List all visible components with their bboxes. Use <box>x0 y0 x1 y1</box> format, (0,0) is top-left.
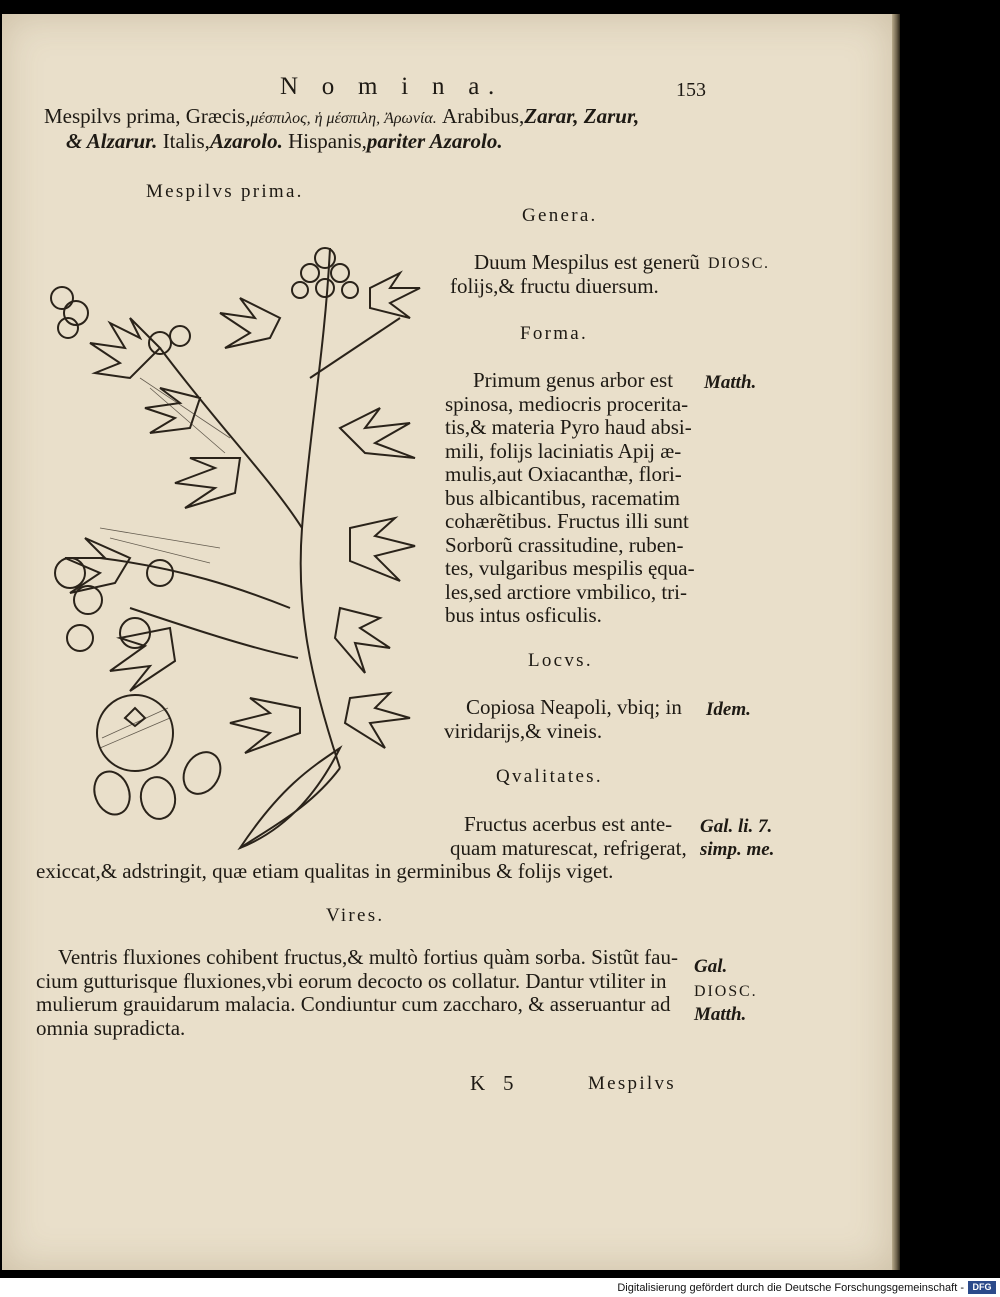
qualitates-text <box>36 813 687 884</box>
vires-line-1: Ventris fluxiones cohibent fructus,& multò fortius quàm sorba. Sistũt fau- <box>58 945 678 969</box>
genera-line-2: folijs,& fructu diuersum. <box>450 273 659 298</box>
locus-line-2: viridarijs,& vineis. <box>444 718 603 743</box>
mespilus-woodcut-illustration <box>40 228 430 858</box>
names-line2-e: pariter Azarolo. <box>366 129 503 153</box>
forma-line-1: Primum genus arbor est <box>473 368 674 392</box>
qualitates-margin-note-2: simp. me. <box>700 839 775 860</box>
digitization-footer <box>0 1278 1000 1297</box>
catchword: Mespilvs <box>588 1073 676 1094</box>
forma-text <box>445 369 695 628</box>
names-line1-b: Arabibus, <box>436 104 525 128</box>
footer-text: Digitalisierung gefördert durch die Deutsche Forschungsgemeinschaft - <box>617 1282 964 1294</box>
vires-line-4: omnia supradicta. <box>36 1015 186 1040</box>
vires-line-2: cium gutturisque fluxiones,vbi eorum decocto os collatur. Dantur vtiliter in <box>36 968 667 993</box>
qualitates-margin-note-1: Gal. li. 7. <box>700 816 773 837</box>
forma-line-6: bus albicantibus, racematim <box>445 485 681 510</box>
vires-line-3: mulierum grauidarum malacia. Condiuntur cum zaccharo, & asseruantur ad <box>36 992 671 1016</box>
page-number: 153 <box>676 79 706 101</box>
genera-heading: Genera. <box>522 205 598 226</box>
qualitates-heading: Qvalitates. <box>496 766 603 787</box>
vires-margin-note-1: Gal. <box>694 956 728 977</box>
genera-text <box>450 251 700 298</box>
forma-line-3: tis,& materia Pyro haud absi- <box>445 415 692 439</box>
qualitates-line-3: exiccat,& adstringit, quæ etiam qualitas in germinibus & folijs viget. <box>36 859 614 883</box>
forma-line-2: spinosa, mediocris procerita- <box>445 391 689 416</box>
vires-heading: Vires. <box>326 905 385 926</box>
names-line2-a: & Alzarur. <box>66 129 158 153</box>
locus-heading: Locvs. <box>528 650 593 671</box>
vires-text <box>36 946 678 1040</box>
locus-margin-note: Idem. <box>706 699 751 720</box>
names-line1-a: Mespilvs prima, Græcis, <box>44 104 251 128</box>
names-line2-c: Azarolo. <box>209 129 283 153</box>
names-line-2 <box>66 131 503 152</box>
forma-heading: Forma. <box>520 323 589 344</box>
vires-margin-note-2: DIOSC. <box>694 983 758 1000</box>
forma-line-7: cohærẽtibus. Fructus illi sunt <box>445 509 689 533</box>
qualitates-line-2: quam maturescat, refrigerat, <box>450 835 687 860</box>
running-title: N o m i n a. <box>280 73 504 100</box>
qualitates-line-1: Fructus acerbus est ante- <box>464 812 673 836</box>
forma-line-11: bus intus osficulis. <box>445 603 602 627</box>
forma-line-10: les,sed arctiore vmbilico, tri- <box>445 579 688 604</box>
forma-line-5: mulis,aut Oxiacanthæ, flori- <box>445 462 682 486</box>
signature-mark: K 5 <box>470 1071 520 1095</box>
dfg-logo: DFG <box>968 1281 996 1294</box>
forma-line-8: Sorborũ crassitudine, ruben- <box>445 532 684 557</box>
vires-margin-note-3: Matth. <box>694 1004 747 1025</box>
names-line2-d: Hispanis, <box>282 129 367 153</box>
locus-text <box>444 696 682 743</box>
names-line2-b: Italis, <box>157 129 210 153</box>
forma-margin-note: Matth. <box>704 372 757 393</box>
figure-caption: Mespilvs prima. <box>146 181 304 202</box>
forma-line-4: mili, folijs laciniatis Apij æ- <box>445 438 682 463</box>
locus-line-1: Copiosa Neapoli, vbiq; in <box>466 695 682 719</box>
names-line-1 <box>44 106 639 127</box>
genera-line-1: Duum Mespilus est generũ <box>474 250 700 274</box>
forma-line-9: tes, vulgaribus mespilis ęqua- <box>445 556 695 580</box>
page-edge <box>892 14 900 1270</box>
names-line1-c: Zarar, Zarur, <box>524 104 640 128</box>
genera-margin-note: DIOSC. <box>708 255 770 272</box>
greek-names: μέσπιλος, ἡ μέσπιλη, Ἀρωνία. <box>250 110 437 127</box>
